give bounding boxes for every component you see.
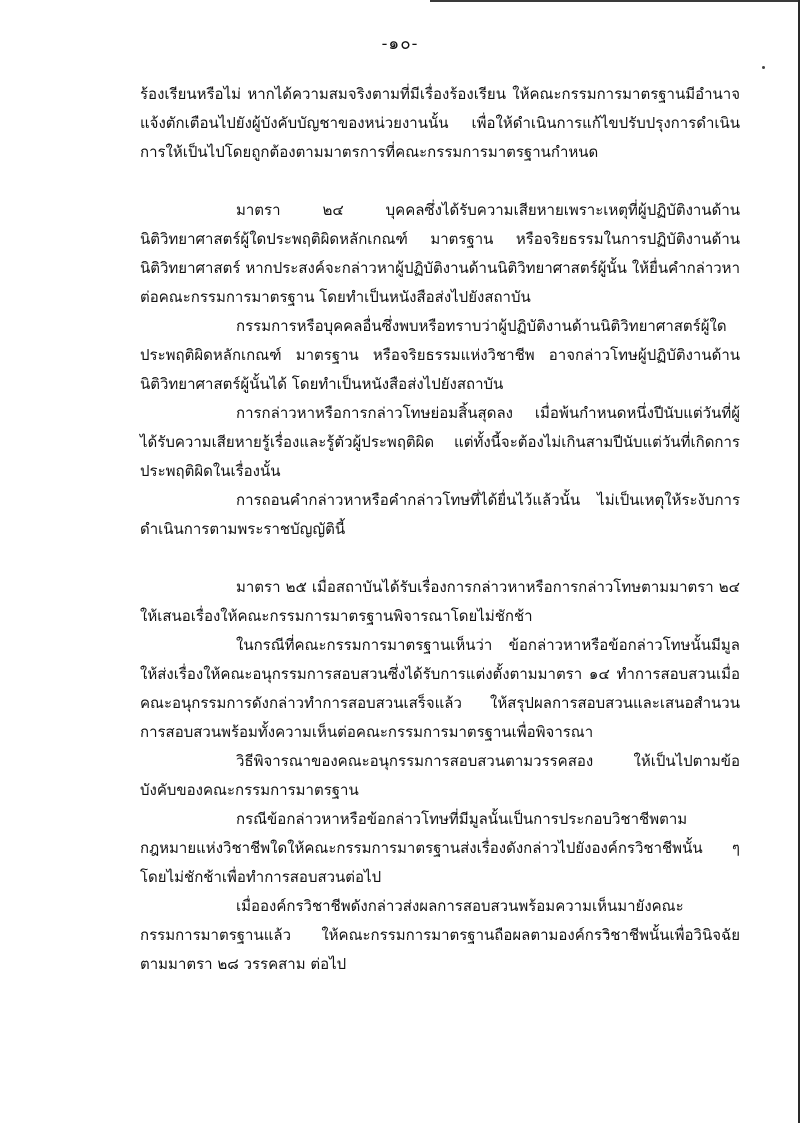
section-25-para-3: วิธีพิจารณาของคณะอนุกรรมการสอบสวนตามวรรคสอง ให้เป็นไปตามข้อบังคับของคณะกรรมการมาตรฐาน <box>140 752 740 799</box>
paragraph-continuation: ร้องเรียนหรือไม่ หากได้ความสมจริงตามที่มีเรื่องร้องเรียน ให้คณะกรรมการมาตรฐานมีอำนาจแจ้งตักเตือนไปยังผู้บังคับบัญชาของหน่วยงานนั้น เพื่อให้ดำเนินการแก้ไขปรับปรุงการดำเนินการให้เป็นไปโดยถูกต้องตามมาตรการที่คณะกรรมการมาตรฐานกำหนด <box>140 85 740 161</box>
section-25-para-4: กรณีข้อกล่าวหาหรือข้อกล่าวโทษที่มีมูลนั้นเป็นการประกอบวิชาชีพตามกฎหมายแห่งวิชาชีพใดให้คณะกรรมการมาตรฐานส่งเรื่องดังกล่าวไปยังองค์กรวิชาชีพนั้น ๆ โดยไม่ชักช้าเพื่อทำการสอบสวนต่อไป <box>140 810 740 886</box>
section-25: มาตรา ๒๕ เมื่อสถาบันได้รับเรื่องการกล่าวหาหรือการกล่าวโทษตามมาตรา ๒๔ ให้เสนอเรื่องให้คณะกรรมการมาตรฐานพิจารณาโดยไม่ชักช้า <box>140 578 740 625</box>
section-25-para-2: ในกรณีที่คณะกรรมการมาตรฐานเห็นว่า ข้อกล่าวหาหรือข้อกล่าวโทษนั้นมีมูลให้ส่งเรื่องให้คณะอนุกรรมการสอบสวนซึ่งได้รับการแต่งตั้งตามมาตรา ๑๔ ทำการสอบสวนเมื่อคณะอนุกรรมการดังกล่าวทำการสอบสวนเสร็จแล้ว ให้สรุปผลการสอบสวนและเสนอสำนวนการสอบสวนพร้อมทั้งความเห็นต่อคณะกรรมการมาตรฐานเพื่อพิจารณา <box>140 636 740 741</box>
document-body <box>140 80 740 979</box>
page-number: -๑๐- <box>381 34 419 54</box>
section-24-para-3: การกล่าวหาหรือการกล่าวโทษย่อมสิ้นสุดลง เมื่อพ้นกำหนดหนึ่งปีนับแต่วันที่ผู้ได้รับความเสียหายรู้เรื่องและรู้ตัวผู้ประพฤติผิด แต่ทั้งนี้จะต้องไม่เกินสามปีนับแต่วันที่เกิดการประพฤติผิดในเรื่องนั้น <box>140 404 740 480</box>
section-24-para-4: การถอนคำกล่าวหาหรือคำกล่าวโทษที่ได้ยื่นไว้แล้วนั้น ไม่เป็นเหตุให้ระงับการดำเนินการตามพระราชบัญญัตินี้ <box>140 491 740 538</box>
section-25-para-5: เมื่อองค์กรวิชาชีพดังกล่าวส่งผลการสอบสวนพร้อมความเห็นมายังคณะกรรมการมาตรฐานแล้ว ให้คณะกรรมการมาตรฐานถือผลตามองค์กรวิชาชีพนั้นเพื่อวินิจฉัยตามมาตรา ๒๘ วรรคสาม ต่อไป <box>140 897 740 973</box>
scan-border-top <box>430 0 800 2</box>
section-24: มาตรา ๒๔ บุคคลซึ่งได้รับความเสียหายเพราะเหตุที่ผู้ปฏิบัติงานด้านนิติวิทยาศาสตร์ผู้ใดประพฤติผิดหลักเกณฑ์ มาตรฐาน หรือจริยธรรมในการปฏิบัติงานด้านนิติวิทยาศาสตร์ หากประสงค์จะกล่าวหาผู้ปฏิบัติงานด้านนิติวิทยาศาสตร์ผู้นั้น ให้ยื่นคำกล่าวหาต่อคณะกรรมการมาตรฐาน โดยทำเป็นหนังสือส่งไปยังสถาบัน <box>140 201 740 306</box>
section-24-para-2: กรรมการหรือบุคคลอื่นซึ่งพบหรือทราบว่าผู้ปฏิบัติงานด้านนิติวิทยาศาสตร์ผู้ใดประพฤติผิดหลักเกณฑ์ มาตรฐาน หรือจริยธรรมแห่งวิชาชีพ อาจกล่าวโทษผู้ปฏิบัติงานด้านนิติวิทยาศาสตร์ผู้นั้นได้ โดยทำเป็นหนังสือส่งไปยังสถาบัน <box>140 317 740 393</box>
scan-speck <box>762 66 765 69</box>
